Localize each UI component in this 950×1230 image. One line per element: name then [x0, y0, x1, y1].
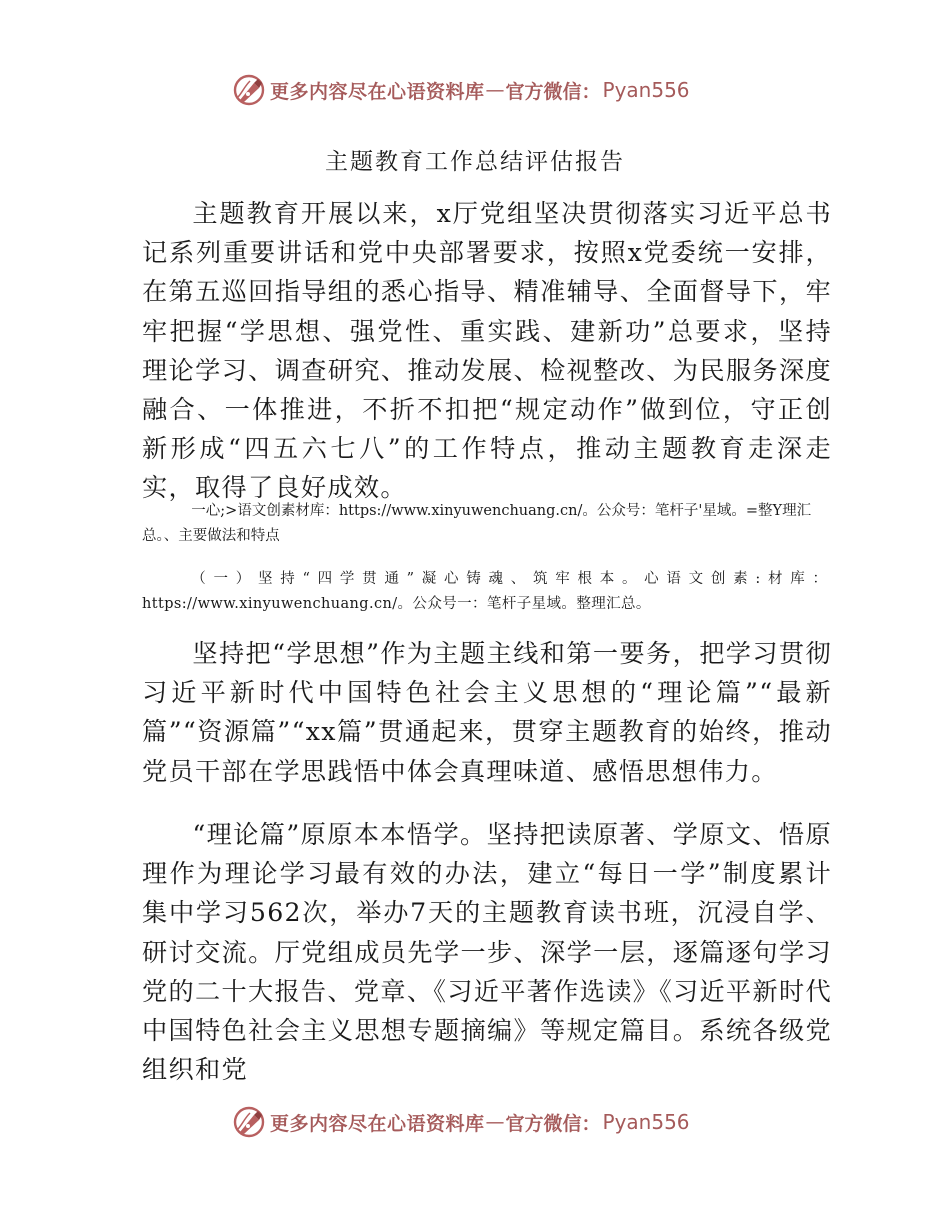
watermark-separator: —: [485, 1111, 505, 1133]
body-paragraph-study: 坚持把“学思想”作为主题主线和第一要务，把学习贯彻习近平新时代中国特色社会主义思想的“理论篇”“最新篇”“资源篇”“xx篇”贯通起来，贯穿主题教育的始终，推动党员干部在学思践悟中体会真理味道、感悟思想伟力。: [142, 639, 832, 786]
section-heading-source: https://www.xinyuwenchuang.cn/。公众号一：笔杆子星域。整理汇总。: [142, 596, 651, 612]
inserted-source-note: 一心;>语文创素材库：https://www.xinyuwenchuang.cn/。公众号：笔杆子'星域。=整Y理汇总。、主要做法和特点: [142, 503, 812, 544]
pen-nib-logo-icon: [232, 73, 266, 107]
section-heading-text: （一）坚持“四学贯通”凝心铸魂、筑牢根本。心语文创素:材库：: [191, 571, 832, 587]
footer-watermark: [232, 1102, 712, 1142]
watermark-text: 更多内容尽在心语资料库: [270, 80, 485, 103]
watermark-wechat-label: 官方微信：: [505, 1112, 601, 1135]
watermark-text: 更多内容尽在心语资料库: [270, 1112, 485, 1135]
pen-nib-logo-icon: [232, 1105, 266, 1139]
watermark-wechat-label: 官方微信：: [505, 80, 601, 103]
body-paragraph-theory: “理论篇”原原本本悟学。坚持把读原著、学原文、悟原理作为理论学习最有效的办法，建立“每日一学”制度累计集中学习562次，举办7天的主题教育读书班，沉浸自学、研讨交流。厅党组成员先学一步、深学一层，逐篇逐句学习党的二十大报告、党章、《习近平著作选读》《习近平新时代中国特色社会主义思想专题摘编》等规定篇目。系统各级党组织和党: [142, 820, 832, 1085]
body-paragraph-intro: 主题教育开展以来，x厅党组坚决贯彻落实习近平总书记系列重要讲话和党中央部署要求，按照x党委统一安排，在第五巡回指导组的悉心指导、精准辅导、全面督导下，牢牢把握“学思想、强党性、重实践、建新功”总要求，坚持理论学习、调查研究、推动发展、检视整改、为民服务深度融合、一体推进，不折不扣把“规定动作”做到位，守正创新形成“四五六七八”的工作特点，推动主题教育走深走实，取得了良好成效。: [142, 199, 832, 503]
watermark-wechat-id: Pyan556: [602, 78, 690, 102]
section-heading-note: [142, 567, 832, 617]
page-title: 主题教育工作总结评估报告: [325, 149, 625, 175]
watermark-wechat-id: Pyan556: [602, 1110, 690, 1134]
watermark-separator: —: [485, 79, 505, 101]
header-watermark: [232, 70, 712, 110]
